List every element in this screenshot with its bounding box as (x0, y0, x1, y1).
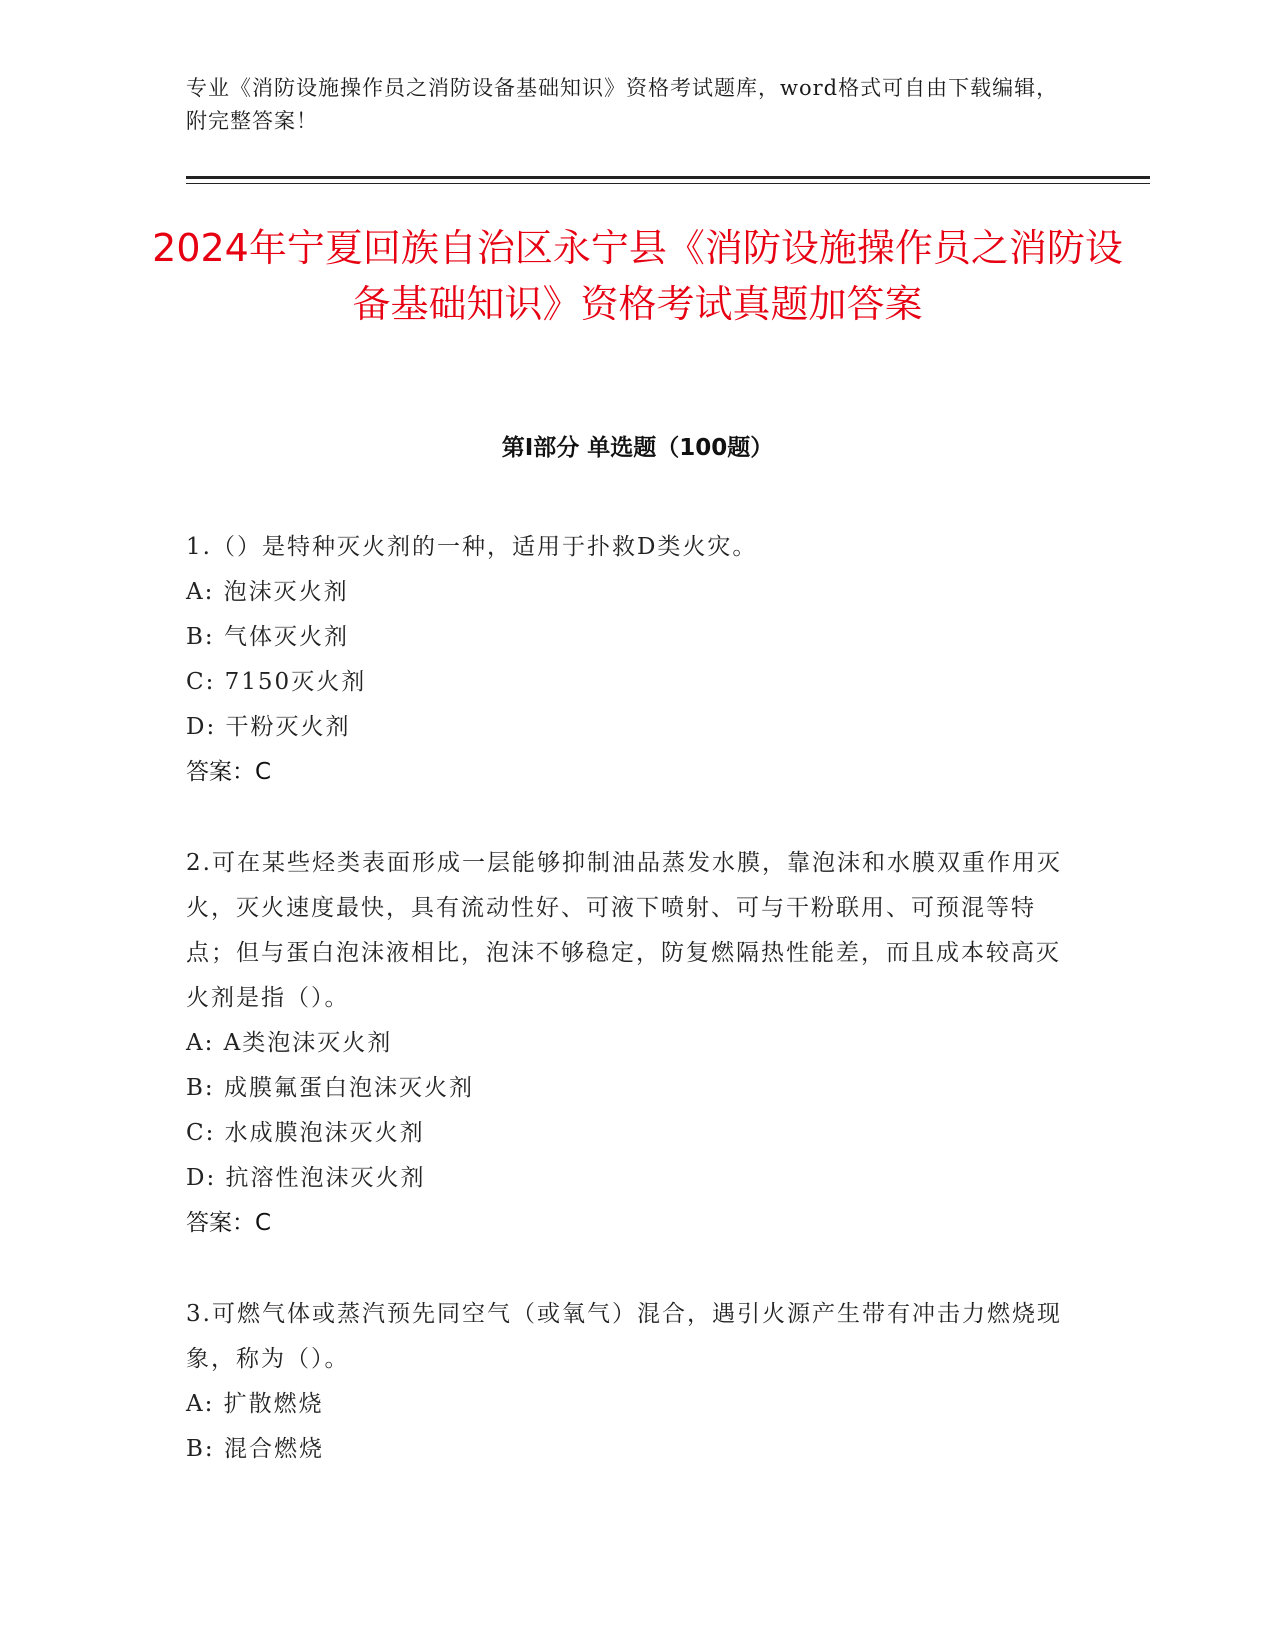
question-stem: 1.（）是特种灭火剂的一种，适用于扑救D类火灾。 (186, 534, 758, 560)
option-b: B: 成膜氟蛋白泡沫灭火剂 (186, 1075, 474, 1101)
option-c: C: 7150灭火剂 (186, 669, 367, 695)
option-b: B: 气体灭火剂 (186, 624, 349, 650)
answer-line: 答案：C (186, 759, 272, 785)
question-3 (186, 1292, 1066, 1472)
question-1 (186, 525, 1066, 795)
option-a: A: 泡沫灭火剂 (186, 579, 349, 605)
question-list (186, 525, 1066, 1518)
option-c: C: 水成膜泡沫灭火剂 (186, 1120, 425, 1146)
header-divider-thin (186, 183, 1150, 184)
option-a: A: 扩散燃烧 (186, 1391, 324, 1417)
question-stem: 2.可在某些烃类表面形成一层能够抑制油品蒸发水膜，靠泡沫和水膜双重作用灭火，灭火速度最快，具有流动性好、可液下喷射、可与干粉联用、可预混等特点；但与蛋白泡沫液相比，泡沫不够稳定，防复燃隔热性能差，而且成本较高灭火剂是指（）。 (186, 850, 1062, 1011)
section-heading: 第Ⅰ部分 单选题（100题） (501, 435, 774, 461)
option-d: D: 干粉灭火剂 (186, 714, 351, 740)
question-stem: 3.可燃气体或蒸汽预先同空气（或氧气）混合，遇引火源产生带有冲击力燃烧现象，称为（）。 (186, 1301, 1062, 1372)
question-2 (186, 841, 1066, 1246)
header-divider-thick (186, 176, 1150, 179)
option-a: A: A类泡沫灭火剂 (186, 1030, 393, 1056)
header-note: 专业《消防设施操作员之消防设备基础知识》资格考试题库，word格式可自由下载编辑，附完整答案！ (186, 76, 1059, 133)
answer-line: 答案：C (186, 1210, 272, 1236)
option-b: B: 混合燃烧 (186, 1436, 324, 1462)
document-title: 2024年宁夏回族自治区永宁县《消防设施操作员之消防设备基础知识》资格考试真题加答案 (152, 226, 1123, 326)
option-d: D: 抗溶性泡沫灭火剂 (186, 1165, 426, 1191)
